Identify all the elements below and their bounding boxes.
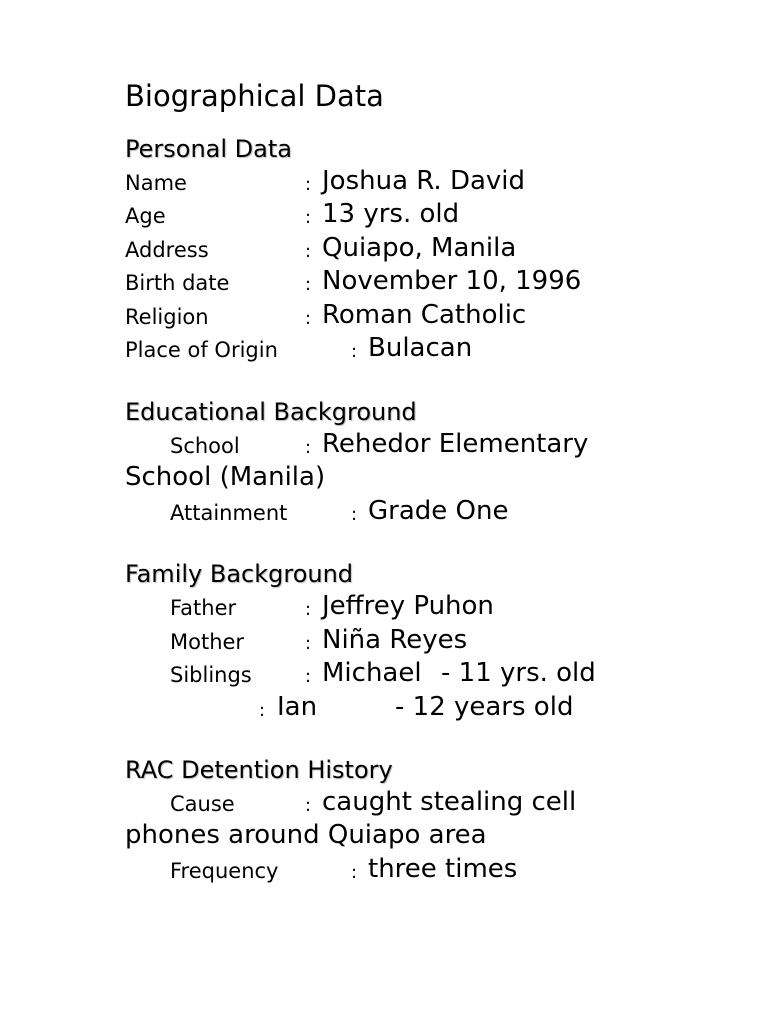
sibling-1-name: Michael [322,658,422,688]
school-value: Rehedor Elementary [322,429,589,459]
name-value: Joshua R. David [322,166,526,196]
cause-value-continued: phones around Quiapo area [125,820,487,850]
school-value-continued: School (Manila) [125,462,326,492]
address-value: Quiapo, Manila [322,233,517,263]
colon: : [351,341,358,362]
siblings-label: Siblings [170,663,252,687]
place-of-origin-label: Place of Origin [125,338,278,362]
frequency-value: three times [368,854,518,884]
attainment-value: Grade One [368,496,509,526]
cause-value: caught stealing cell [322,787,577,817]
sibling-2-name: Ian [277,692,318,722]
colon: : [305,174,312,195]
name-label: Name [125,171,187,195]
page-title: Biographical Data [125,79,384,113]
colon: : [305,795,312,816]
colon: : [305,437,312,458]
sibling-1-age: - 11 yrs. old [441,658,596,688]
father-label: Father [170,596,237,620]
birth-date-value: November 10, 1996 [322,266,582,296]
section-heading-family: Family Background [125,560,354,588]
colon: : [305,599,312,620]
colon: : [351,504,358,525]
colon: : [305,274,312,295]
school-label: School [170,434,240,458]
place-of-origin-value: Bulacan [368,333,473,363]
sibling-2-age: - 12 years old [395,692,574,722]
birth-date-label: Birth date [125,271,230,295]
colon: : [305,207,312,228]
colon: : [305,241,312,262]
section-heading-personal: Personal Data [125,135,292,163]
colon: : [351,862,358,883]
address-label: Address [125,238,209,262]
mother-label: Mother [170,630,245,654]
frequency-label: Frequency [170,859,279,883]
cause-label: Cause [170,792,235,816]
mother-value: Niña Reyes [322,625,468,655]
religion-value: Roman Catholic [322,300,527,330]
attainment-label: Attainment [170,501,288,525]
father-value: Jeffrey Puhon [322,591,494,621]
religion-label: Religion [125,305,209,329]
colon: : [305,633,312,654]
age-label: Age [125,204,166,228]
section-heading-education: Educational Background [125,398,417,426]
colon: : [305,308,312,329]
section-heading-detention: RAC Detention History [125,756,393,784]
colon: : [259,700,266,721]
colon: : [305,666,312,687]
age-value: 13 yrs. old [322,199,460,229]
